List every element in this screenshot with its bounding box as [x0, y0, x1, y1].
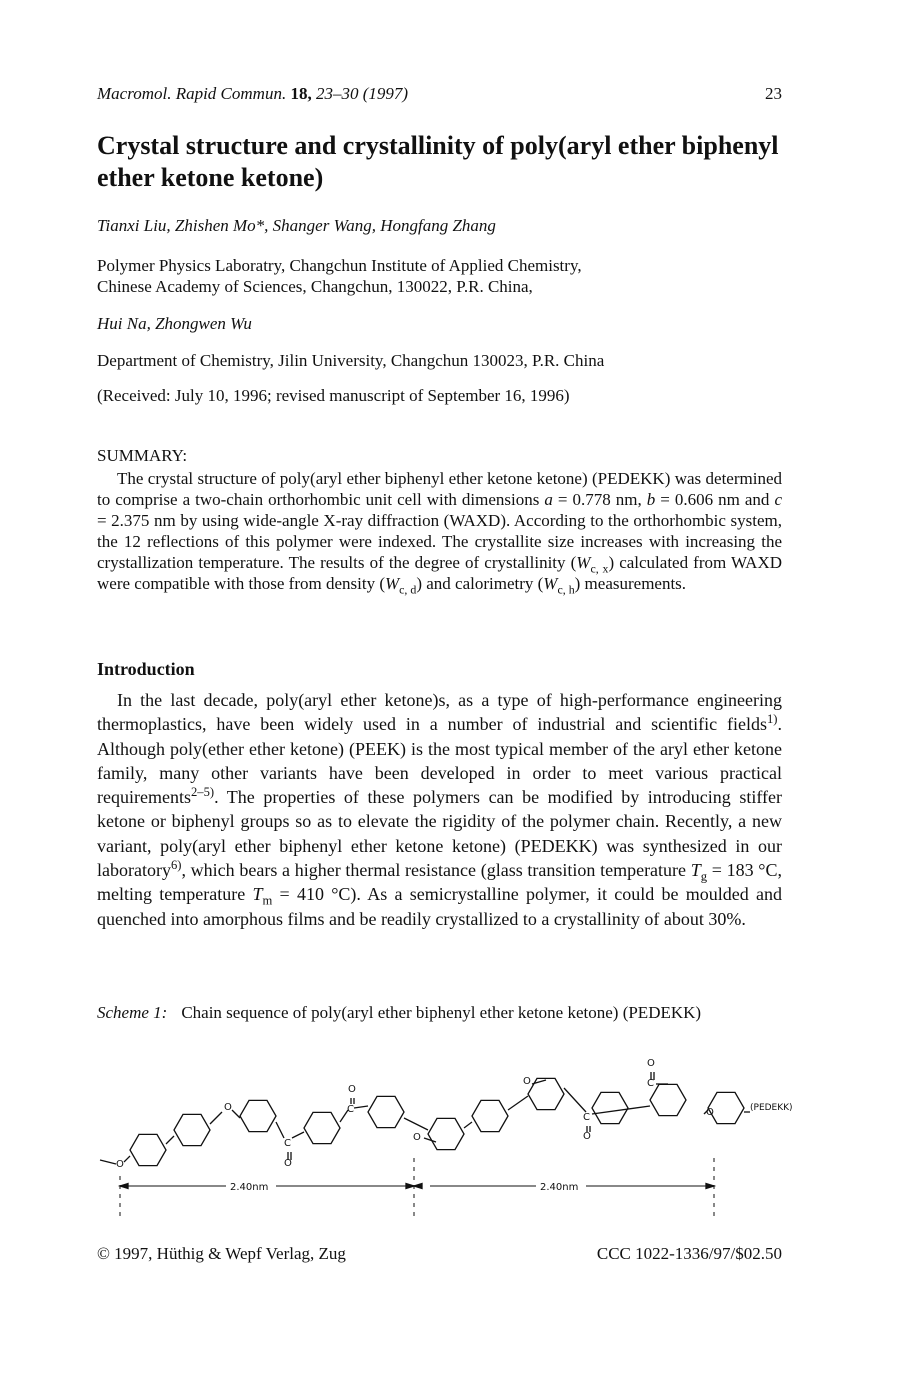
- summary-heading: SUMMARY:: [97, 446, 188, 465]
- subscript: g: [700, 869, 708, 884]
- received-dates: (Received: July 10, 1996; revised manuscript of September 16, 1996): [97, 386, 570, 405]
- benzene-ring: [428, 1118, 464, 1149]
- journal-name: Macromol. Rapid Commun.: [97, 84, 287, 103]
- subscript: c, h: [557, 582, 575, 597]
- chemical-bond: [210, 1112, 222, 1124]
- intro-part: . The properties of these polymers can be modified by introducing stiffer ketone or biphenyl groups so as to elevate the rigidity of the polymer chain. Recently, a new variant, poly(aryl ether biphenyl ether ketone ketone) (PEDEKK) was synthesized in our laboratory: [97, 787, 782, 881]
- atom-label: O: [284, 1158, 292, 1169]
- paper-title: Crystal structure and crystallinity of poly(aryl ether biphenyl ether ketone ketone): [97, 131, 779, 192]
- chemical-bond: [508, 1096, 528, 1110]
- atom-label: O: [348, 1084, 356, 1095]
- affiliation-1-line-1: Polymer Physics Laboratry, Changchun Institute of Applied Chemistry,: [97, 256, 582, 275]
- symbol-w: W: [543, 574, 558, 593]
- chemical-bond: [354, 1106, 368, 1108]
- benzene-ring: [174, 1114, 210, 1145]
- affiliation-1: [97, 255, 582, 297]
- atom-label: C: [347, 1104, 354, 1115]
- summary-text: [97, 468, 783, 597]
- chemical-bond: [464, 1122, 472, 1128]
- symbol-w: W: [576, 553, 591, 572]
- chemical-structure-diagram: [90, 1040, 820, 1225]
- benzene-ring: [130, 1134, 166, 1165]
- symbol-b: b: [646, 490, 656, 509]
- journal-citation: [97, 84, 408, 104]
- atom-label: O: [224, 1102, 232, 1113]
- benzene-ring: [472, 1100, 508, 1131]
- chemical-bond: [404, 1118, 428, 1130]
- polymer-label: (PEDEKK): [750, 1103, 793, 1113]
- symbol-t: T: [690, 860, 701, 881]
- ccc-code: CCC 1022-1336/97/$02.50: [596, 1244, 782, 1263]
- copyright-notice: © 1997, Hüthig & Wepf Verlag, Zug: [97, 1244, 346, 1263]
- intro-part: = 410 °C). As a semicrystalline polymer, it could be moulded and quenched into amorphous films and be readily crystallized to a crystallinity of about 30%.: [97, 884, 782, 929]
- intro-part: , which bears a higher thermal resistance (glass transition temperature: [181, 860, 691, 881]
- atom-label: C: [583, 1112, 590, 1123]
- journal-volume: 18,: [290, 84, 312, 103]
- symbol-a: a: [544, 490, 553, 509]
- section-heading-introduction: Introduction: [97, 659, 195, 679]
- reference-marker: 1): [767, 712, 778, 727]
- summary-part: = 2.375 nm by using wide-angle X-ray diffraction (WAXD). According to the orthorhombic system, the 12 reflections of this polymer were indexed. The crystallite size increases with increasing the crystallization temperature. The results of the degree of crystallinity (: [97, 511, 782, 572]
- summary-part: = 0.606 nm and: [655, 490, 775, 509]
- chemical-bond: [232, 1110, 240, 1118]
- author-list-2: Hui Na, Zhongwen Wu: [97, 314, 252, 333]
- benzene-ring: [240, 1100, 276, 1131]
- atom-label: O: [413, 1132, 421, 1143]
- repeat-length-label: 2.40nm: [230, 1182, 269, 1193]
- introduction-paragraph: [97, 688, 782, 931]
- benzene-ring: [592, 1092, 628, 1123]
- subscript: c, x: [590, 561, 609, 576]
- atom-label: O: [523, 1076, 531, 1087]
- author-list-1: Tianxi Liu, Zhishen Mo*, Shanger Wang, Hongfang Zhang: [97, 216, 496, 235]
- benzene-ring: [304, 1112, 340, 1143]
- atom-label: C: [284, 1138, 291, 1149]
- benzene-ring: [650, 1084, 686, 1115]
- intro-part: . Although poly(ether ether ketone) (PEEK) is the most typical member of the aryl ether ketone family, many other variants have been developed in order to meet various practical requirements: [97, 714, 782, 808]
- subscript: m: [262, 893, 273, 908]
- summary-part: The crystal structure of poly(aryl ether biphenyl ether ketone ketone) (PEDEKK) was determined to comprise a two-chain orthorhombic unit cell with dimensions: [97, 469, 782, 509]
- atom-label: O: [706, 1107, 714, 1118]
- chemical-bond: [564, 1088, 586, 1112]
- summary-part: ) calculated from WAXD were compatible with those from density (: [97, 553, 783, 593]
- reference-marker: 6): [170, 858, 182, 873]
- atom-label: O: [116, 1159, 124, 1170]
- chemical-bond: [276, 1122, 284, 1138]
- chemical-bond: [292, 1132, 304, 1138]
- scheme-caption: [97, 1003, 701, 1023]
- summary-part: ) and calorimetry (: [416, 574, 544, 593]
- chemical-bond: [532, 1080, 546, 1084]
- symbol-w: W: [384, 574, 400, 593]
- atom-label: O: [647, 1058, 655, 1069]
- chemical-bond: [166, 1136, 174, 1144]
- summary-part: = 0.778 nm,: [552, 490, 647, 509]
- repeat-length-label: 2.40nm: [540, 1182, 579, 1193]
- journal-pages-year: 23–30 (1997): [315, 84, 409, 103]
- dimension-arrowhead: [120, 1184, 128, 1189]
- affiliation-1-line-2: Chinese Academy of Sciences, Changchun, 130022, P.R. China,: [97, 277, 533, 296]
- symbol-t: T: [252, 884, 263, 905]
- subscript: c, d: [399, 582, 417, 597]
- intro-part: In the last decade, poly(aryl ether ketone)s, as a type of high-performance engineering thermoplastics, have been widely used in a number of industrial and scientific fields: [97, 690, 782, 735]
- dimension-arrowhead: [706, 1184, 714, 1189]
- chemical-bond: [100, 1160, 116, 1164]
- affiliation-2: Department of Chemistry, Jilin University, Changchun 130023, P.R. China: [97, 351, 605, 370]
- dimension-arrowhead: [414, 1184, 422, 1189]
- intro-part: = 183 °C, melting temperature: [97, 860, 782, 905]
- page-number: 23: [765, 84, 782, 103]
- scheme-caption-text: Chain sequence of poly(aryl ether biphenyl ether ketone ketone) (PEDEKK): [181, 1003, 702, 1022]
- benzene-ring: [368, 1096, 404, 1127]
- chemical-bond: [124, 1156, 130, 1162]
- reference-marker: 2–5): [190, 785, 215, 800]
- atom-label: C: [647, 1078, 654, 1089]
- atom-label: O: [583, 1131, 591, 1142]
- chemical-bond: [592, 1106, 650, 1114]
- summary-part: ) measurements.: [574, 574, 687, 593]
- symbol-c: c: [774, 490, 782, 509]
- scheme-label: Scheme 1:: [97, 1003, 168, 1022]
